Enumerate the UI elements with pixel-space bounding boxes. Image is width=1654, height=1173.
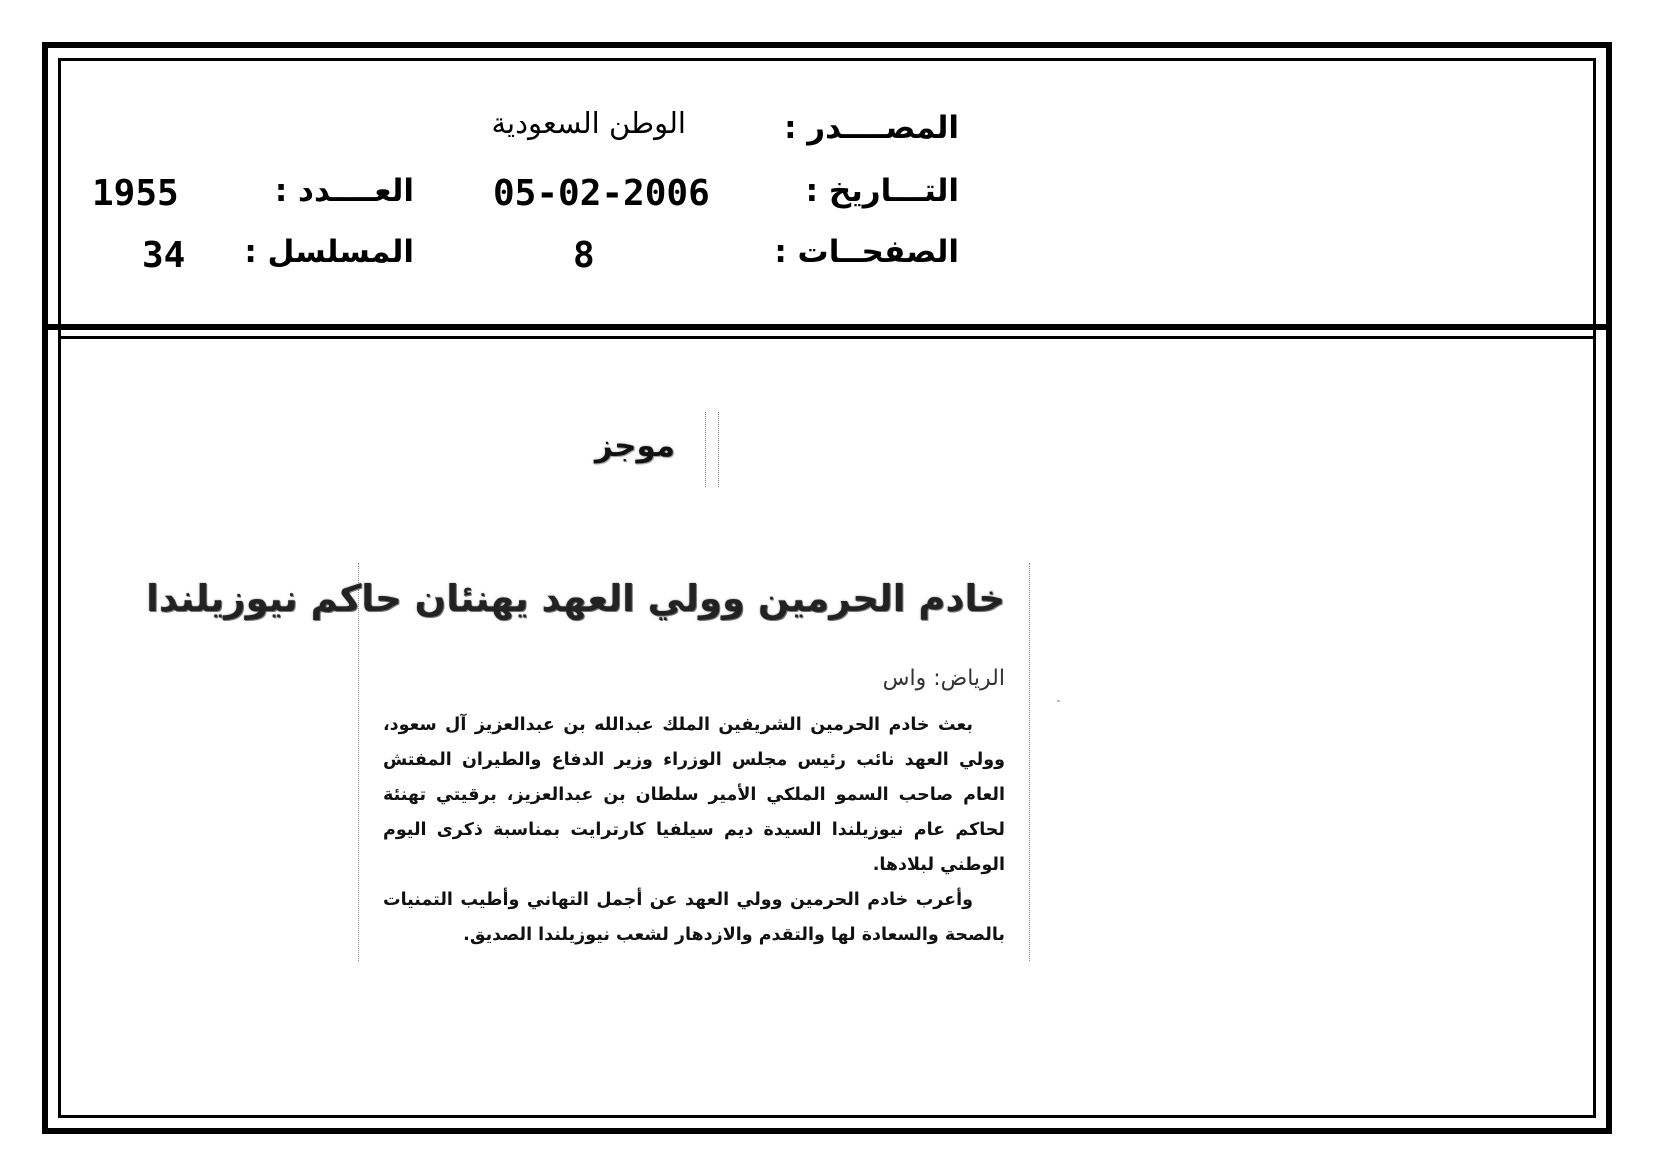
date-value: 05-02-2006	[493, 173, 710, 214]
header-divider	[42, 324, 1612, 330]
serial-value: 34	[142, 235, 186, 276]
article-paragraph: وأعرب خادم الحرمين وولي العهد عن أجمل التهاني وأطيب التمنيات بالصحة والسعادة لها والتقدم والازدهار لشعب نيوزيلندا الصديق.	[383, 890, 1005, 945]
article-body	[383, 708, 1005, 953]
article-dateline: الرياض: واس	[882, 666, 1005, 691]
issue-label: العــــدد :	[274, 173, 414, 209]
article-headline: خادم الحرمين وولي العهد يهنئان حاكم نيوزيلندا	[146, 577, 1005, 620]
serial-label: المسلسل :	[244, 234, 414, 270]
date-label: التـــاريخ :	[805, 173, 959, 209]
pages-value: 8	[573, 235, 595, 276]
pages-label: الصفحــات :	[774, 234, 959, 270]
header-divider-thin	[58, 336, 1596, 339]
issue-value: 1955	[92, 173, 179, 214]
source-value: الوطن السعودية	[491, 106, 686, 140]
article-paragraph: بعث خادم الحرمين الشريفين الملك عبدالله بن عبدالعزيز آل سعود، وولي العهد نائب رئيس مجلس الوزراء وزير الدفاع والطيران المفتش العام صاحب السمو الملكي الأمير سلطان بن عبدالعزيز، برقيتي تهنئة لحاكم عام نيوزيلندا السيدة ديم سيلفيا كارترايت بمناسبة ذكرى اليوم الوطني لبلادها.	[383, 715, 1005, 875]
section-label: موجز	[594, 428, 676, 464]
article-clipping	[146, 563, 1030, 961]
source-label: المصــــدر :	[784, 110, 959, 146]
scan-speck	[1057, 700, 1060, 702]
section-rule	[705, 412, 719, 487]
